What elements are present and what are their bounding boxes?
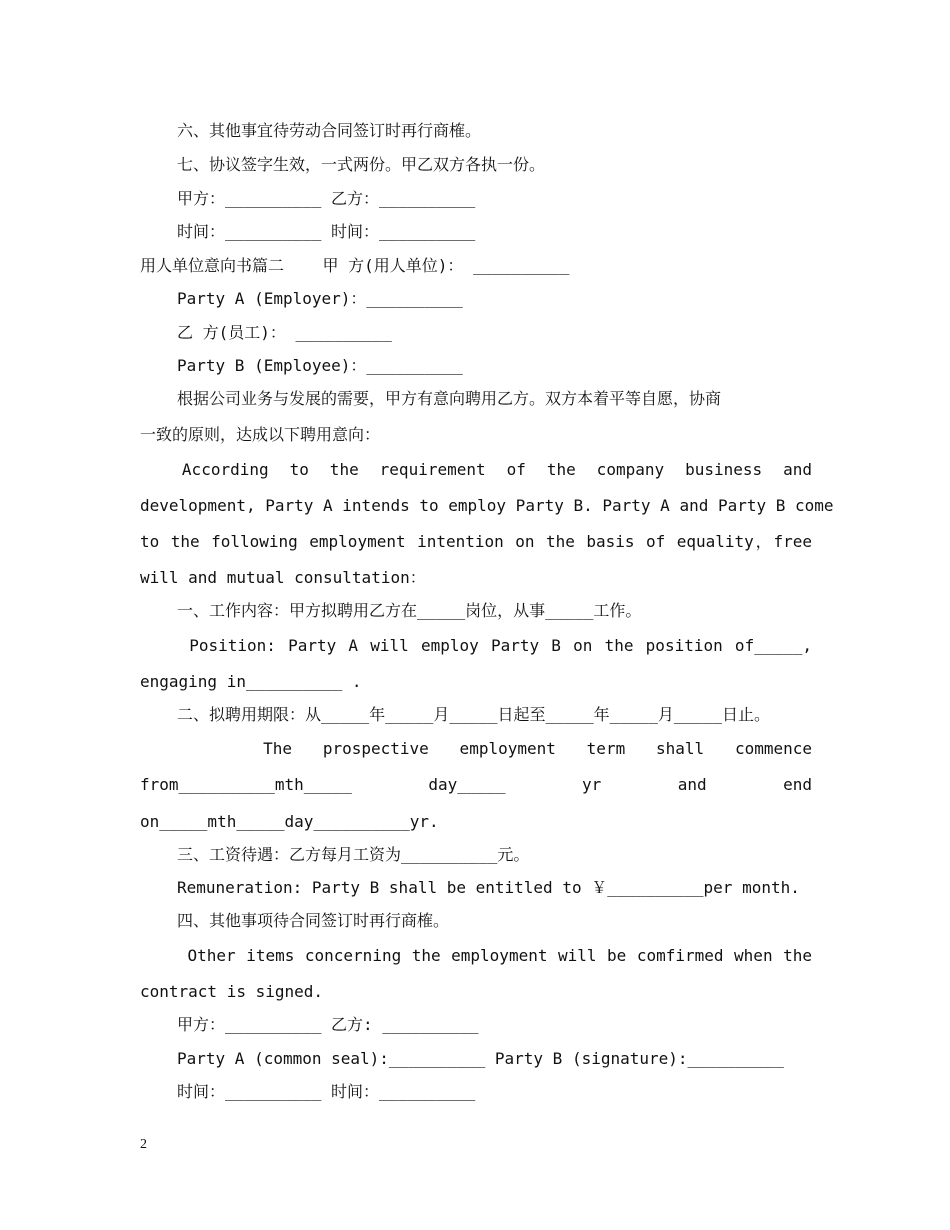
- intro-en-line-2: development, Party A intends to employ Party B. Party A and Party B come: [140, 496, 834, 515]
- clause-three-cn: 三、工资待遇：乙方每月工资为__________元。: [177, 845, 530, 864]
- clause-one-en-line-1: Position: Party A will employ Party B on the position of_____,: [177, 636, 812, 655]
- section-two-title: 用人单位意向书篇二 甲 方(用人单位)： __________: [140, 256, 570, 275]
- clause-two-en-line-3: on_____mth_____day__________yr.: [140, 812, 439, 831]
- signature-time-line: 时间：__________ 时间：__________: [177, 222, 476, 241]
- party-b-employee-line: Party B (Employee)：__________: [177, 356, 463, 375]
- intro-cn-line-1: 根据公司业务与发展的需要，甲方有意向聘用乙方。双方本着平等自愿，协商: [177, 389, 722, 408]
- clause-four-en-line-1: Other items concerning the employment will be comfirmed when the: [177, 946, 812, 965]
- intro-en-line-3: to the following employment intention on the basis of equality，free: [140, 532, 812, 551]
- party-b-employee-cn-line: 乙 方(员工)： __________: [177, 323, 392, 342]
- final-time-line: 时间：__________ 时间：__________: [177, 1082, 476, 1101]
- clause-one-en-line-2: engaging in__________ .: [140, 672, 362, 691]
- final-seal-signature-line: Party A (common seal):__________ Party B (signature):__________: [177, 1049, 784, 1068]
- clause-two-en-line-1: The prospective employment term shall commence: [140, 739, 812, 758]
- final-signature-parties-line: 甲方：__________ 乙方: __________: [177, 1015, 479, 1034]
- intro-cn-line-2: 一致的原则，达成以下聘用意向：: [140, 425, 381, 444]
- intro-en-line-1: According to the requirement of the company business and: [140, 460, 812, 479]
- clause-four-cn: 四、其他事项待合同签订时再行商榷。: [177, 911, 450, 930]
- clause-two-en-line-2: from__________mth_____ day_____ yr and end: [140, 775, 812, 794]
- clause-four-en-line-2: contract is signed.: [140, 982, 324, 1001]
- party-a-employer-line: Party A (Employer)：__________: [177, 289, 463, 308]
- intro-en-line-4: will and mutual consultation：: [140, 568, 426, 587]
- signature-parties-line: 甲方：__________ 乙方：__________: [177, 189, 476, 208]
- clause-one-cn: 一、工作内容：甲方拟聘用乙方在_____岗位，从事_____工作。: [177, 601, 642, 620]
- clause-six: 六、其他事宜待劳动合同签订时再行商榷。: [177, 121, 482, 140]
- page-number: 2: [140, 1137, 147, 1152]
- clause-three-en: Remuneration: Party B shall be entitled to ￥__________per month.: [177, 878, 800, 897]
- clause-two-cn: 二、拟聘用期限：从_____年_____月_____日起至_____年_____月_____日止。: [177, 705, 770, 724]
- clause-seven: 七、协议签字生效，一式两份。甲乙双方各执一份。: [177, 155, 546, 174]
